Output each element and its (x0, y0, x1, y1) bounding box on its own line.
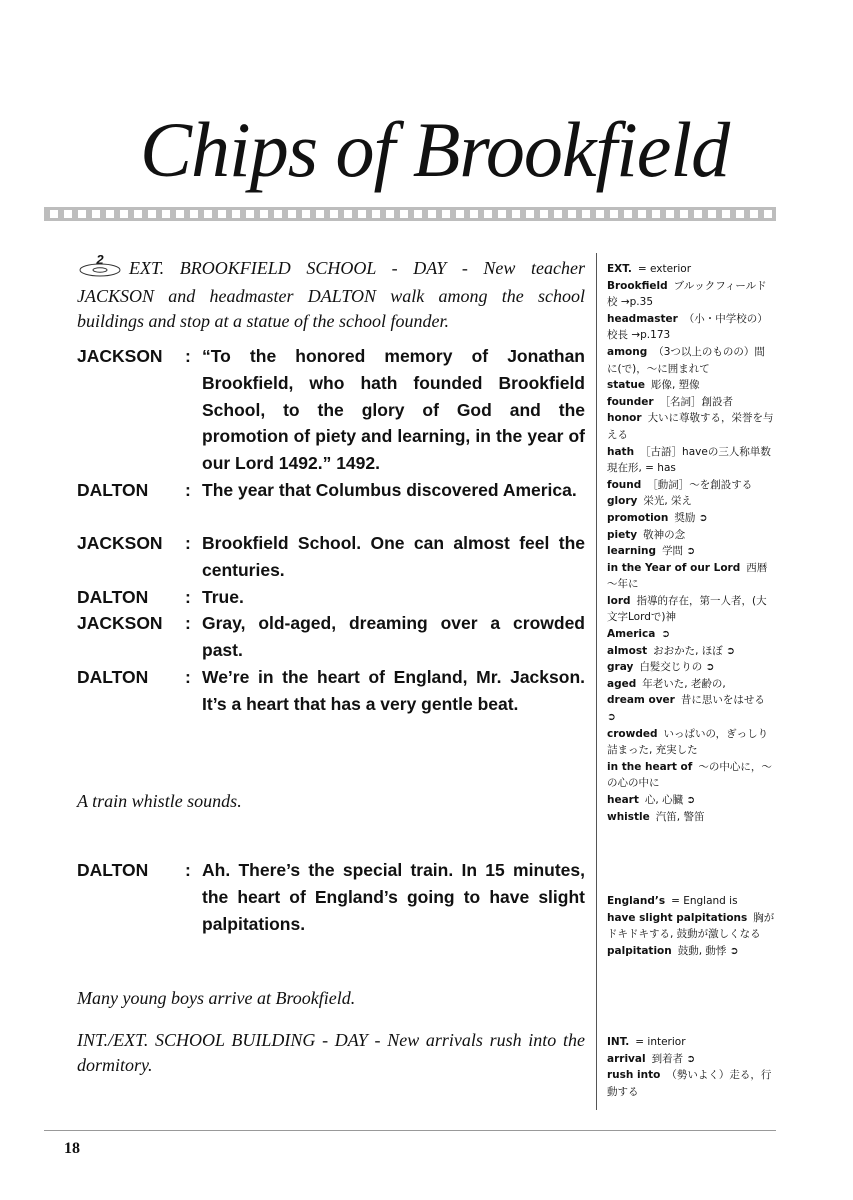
glossary-definition: 心, 心臓 ➲ (644, 794, 696, 806)
speaker-colon: : (185, 533, 191, 553)
film-perforation (232, 210, 240, 218)
audio-cd-icon (77, 253, 123, 284)
glossary-definition: ［名詞］創設者 (659, 395, 734, 408)
film-perforation (526, 210, 534, 218)
speaker-colon: : (185, 587, 191, 607)
glossary-entry (607, 410, 775, 443)
film-perforation (50, 210, 58, 218)
film-perforation (176, 210, 184, 218)
glossary-definition: 学問 ➲ (662, 545, 696, 558)
glossary-entry (607, 726, 775, 759)
glossary-term: palpitation (607, 944, 672, 957)
dialogue-text: Ah. There’s the special train. In 15 minutes, the heart of England’s going to have slight palpitations. (202, 860, 585, 934)
glossary-term: hath (607, 445, 635, 458)
glossary-entry (607, 278, 775, 311)
film-perforation (456, 210, 464, 218)
glossary-term: glory (607, 495, 638, 508)
glossary-term: EXT. (607, 263, 632, 275)
glossary-term: whistle (607, 810, 650, 823)
svg-text:2: 2 (96, 253, 104, 267)
glossary-term: statue (607, 379, 645, 392)
dialogue-text: True. (202, 587, 244, 607)
speaker-colon: : (185, 860, 191, 880)
film-perforation (414, 210, 422, 218)
film-strip-divider (44, 207, 776, 221)
film-perforation (358, 210, 366, 218)
film-perforation (722, 210, 730, 218)
glossary-term: lord (607, 594, 631, 607)
film-perforation (148, 210, 156, 218)
glossary-term: England’s (607, 895, 666, 907)
film-perforation (512, 210, 520, 218)
film-perforation (120, 210, 128, 218)
film-perforation (428, 210, 436, 218)
glossary-definition: いっぱいの，ぎっしり詰まった, 充実した (607, 727, 769, 757)
glossary-definition: 汽笛, 警笛 (655, 810, 705, 823)
speaker-name: DALTON (77, 667, 149, 687)
film-perforation (666, 210, 674, 218)
glossary-definition: 栄光, 栄え (643, 495, 693, 508)
dialogue-line (77, 477, 585, 504)
film-perforation (372, 210, 380, 218)
film-perforation (400, 210, 408, 218)
glossary-definition: 到着者 ➲ (651, 1052, 696, 1065)
film-perforation (78, 210, 86, 218)
film-perforation (694, 210, 702, 218)
glossary-definition: （勢いよく）走る，行動する (607, 1069, 772, 1098)
film-perforation (302, 210, 310, 218)
dialogue-text: Brookfield School. One can almost feel the centuries. (202, 533, 585, 580)
glossary-definition: ［動詞］～を創設する (647, 478, 753, 491)
glossary-entry (607, 560, 775, 593)
film-perforation (134, 210, 142, 218)
dialogue-text: “To the honored memory of Jonathan Brookfield, who hath founded Brookfield School, to the glory of God and the promotion of piety and learning, in the year of our Lord 1492.” 1492. (202, 346, 585, 474)
glossary-definition: 指導的存在，第一人者，(大文字Lordで)神 (607, 594, 767, 624)
glossary-entry (607, 543, 775, 560)
film-perforation (750, 210, 758, 218)
film-perforation (624, 210, 632, 218)
film-perforation (260, 210, 268, 218)
speaker-name: DALTON (77, 860, 149, 880)
film-perforation (442, 210, 450, 218)
glossary-entry (607, 809, 775, 826)
glossary-term: almost (607, 644, 648, 657)
film-perforation (736, 210, 744, 218)
glossary-entry (607, 593, 775, 626)
glossary-term: headmaster (607, 312, 678, 325)
film-perforation (596, 210, 604, 218)
glossary-term: crowded (607, 727, 658, 740)
glossary-term: found (607, 478, 642, 491)
glossary-definition: 鼓動, 動悸 ➲ (677, 944, 739, 957)
film-perforation (764, 210, 772, 218)
glossary-definition: 年老いた, 老齢の, (642, 677, 726, 690)
film-perforation (274, 210, 282, 218)
glossary-term: arrival (607, 1052, 646, 1065)
glossary-definition: ➲ (661, 628, 671, 641)
speaker-name: JACKSON (77, 346, 163, 366)
glossary-definition: 奨励 ➲ (674, 511, 708, 524)
glossary-block-1 (607, 261, 775, 825)
dialogue-text: We’re in the heart of England, Mr. Jackson. It’s a heart that has a very gentle beat. (202, 667, 585, 714)
glossary-entry (607, 910, 775, 943)
glossary-definition: ブルックフィールド校 →p.35 (607, 279, 767, 309)
glossary-definition: = exterior (637, 263, 692, 275)
glossary-entry (607, 394, 775, 411)
stage-direction-2: Many young boys arrive at Brookfield. (77, 988, 356, 1008)
glossary-entry (607, 676, 775, 693)
glossary-definition: ～の中心に，～の心の中に (607, 760, 772, 790)
scene-heading-1 (77, 253, 585, 334)
glossary-definition: 白髪交じりの ➲ (639, 661, 715, 674)
glossary-definition: 昔に思いをはせる ➲ (607, 694, 765, 724)
dialogue-text: Gray, old-aged, dreaming over a crowded past. (202, 613, 585, 660)
glossary-entry (607, 444, 775, 477)
glossary-term: gray (607, 661, 634, 674)
film-perforation (92, 210, 100, 218)
glossary-term: rush into (607, 1069, 661, 1082)
glossary-block-3 (607, 1034, 775, 1100)
stage-direction-1: A train whistle sounds. (77, 791, 242, 811)
film-perforation (204, 210, 212, 218)
glossary-entry (607, 1067, 775, 1100)
film-perforation (582, 210, 590, 218)
speaker-name: DALTON (77, 480, 149, 500)
scene-text: EXT. BROOKFIELD SCHOOL - DAY - New teacher JACKSON and headmaster DALTON walk among the school buildings and stop at a statue of the school founder. (77, 258, 585, 331)
film-perforation (246, 210, 254, 218)
glossary-entry (607, 311, 775, 344)
speaker-colon: : (185, 667, 191, 687)
glossary-term: in the heart of (607, 760, 693, 773)
scene-heading-2: INT./EXT. SCHOOL BUILDING - DAY - New arrivals rush into the dormitory. (77, 1030, 585, 1075)
glossary-entry (607, 1034, 775, 1051)
dialogue-text: The year that Columbus discovered America. (202, 480, 577, 500)
glossary-entry (607, 643, 775, 660)
glossary-term: America (607, 628, 656, 641)
film-perforation (316, 210, 324, 218)
glossary-entry (607, 943, 775, 960)
film-perforation (652, 210, 660, 218)
glossary-term: honor (607, 412, 642, 425)
glossary-block-2 (607, 893, 775, 959)
speaker-name: JACKSON (77, 613, 163, 633)
film-perforation (218, 210, 226, 218)
glossary-entry (607, 344, 775, 377)
film-perforation (484, 210, 492, 218)
glossary-definition: 胸がドキドキする, 鼓動が激しくなる (607, 911, 775, 941)
film-perforation (680, 210, 688, 218)
glossary-term: aged (607, 677, 637, 690)
column-divider (596, 253, 597, 1110)
film-perforation (162, 210, 170, 218)
film-perforation (330, 210, 338, 218)
glossary-term: dream over (607, 694, 675, 707)
film-perforation (708, 210, 716, 218)
dialogue-line (77, 857, 585, 937)
speaker-colon: : (185, 613, 191, 633)
dialogue-line (77, 530, 585, 584)
glossary-entry (607, 510, 775, 527)
glossary-entry (607, 261, 775, 278)
glossary-term: in the Year of our Lord (607, 561, 741, 574)
glossary-entry (607, 493, 775, 510)
film-perforation (470, 210, 478, 218)
film-perforation (386, 210, 394, 218)
glossary-term: promotion (607, 511, 669, 524)
glossary-entry (607, 1051, 775, 1068)
glossary-entry (607, 477, 775, 494)
glossary-definition: 彫像, 塑像 (650, 379, 700, 392)
glossary-definition: （3つ以上のものの）間に(で)，～に囲まれて (607, 345, 765, 375)
glossary-entry (607, 759, 775, 792)
speaker-colon: : (185, 480, 191, 500)
dialogue-line (77, 343, 585, 477)
speaker-name: DALTON (77, 587, 149, 607)
glossary-definition: （小・中学校の）校長 →p.173 (607, 312, 768, 342)
dialogue-line (77, 664, 585, 718)
glossary-definition: 敬神の念 (643, 528, 686, 541)
film-perforation (638, 210, 646, 218)
glossary-term: heart (607, 794, 639, 806)
film-perforation (64, 210, 72, 218)
glossary-definition: = interior (635, 1036, 686, 1048)
glossary-definition: = England is (671, 895, 738, 907)
glossary-entry (607, 893, 775, 910)
footer-rule (44, 1130, 776, 1131)
film-perforation (568, 210, 576, 218)
glossary-entry (607, 692, 775, 725)
film-perforation (288, 210, 296, 218)
glossary-definition: ［古語］haveの三人称単数現在形, = has (607, 445, 771, 475)
film-perforation (344, 210, 352, 218)
glossary-term: Brookfield (607, 279, 668, 292)
glossary-term: among (607, 345, 648, 358)
glossary-entry (607, 626, 775, 643)
glossary-term: have slight palpitations (607, 911, 748, 924)
glossary-term: learning (607, 545, 657, 558)
dialogue-line (77, 610, 585, 664)
glossary-definition: 大いに尊敬する，栄誉を与える (607, 412, 774, 441)
film-perforation (540, 210, 548, 218)
dialogue-line (77, 584, 585, 611)
page-number: 18 (64, 1140, 80, 1157)
glossary-entry (607, 527, 775, 544)
glossary-term: INT. (607, 1036, 630, 1048)
speaker-name: JACKSON (77, 533, 163, 553)
film-perforation (190, 210, 198, 218)
glossary-definition: 西暦～年に (607, 561, 768, 591)
glossary-term: piety (607, 528, 638, 541)
film-perforation (610, 210, 618, 218)
film-perforation (106, 210, 114, 218)
speaker-colon: : (185, 346, 191, 366)
glossary-entry (607, 659, 775, 676)
glossary-definition: おおかた, ほぼ ➲ (653, 644, 735, 657)
glossary-term: founder (607, 395, 654, 408)
page-title: Chips of Brookfield (140, 106, 730, 193)
film-perforation (498, 210, 506, 218)
glossary-entry (607, 792, 775, 809)
glossary-entry (607, 377, 775, 394)
film-perforation (554, 210, 562, 218)
